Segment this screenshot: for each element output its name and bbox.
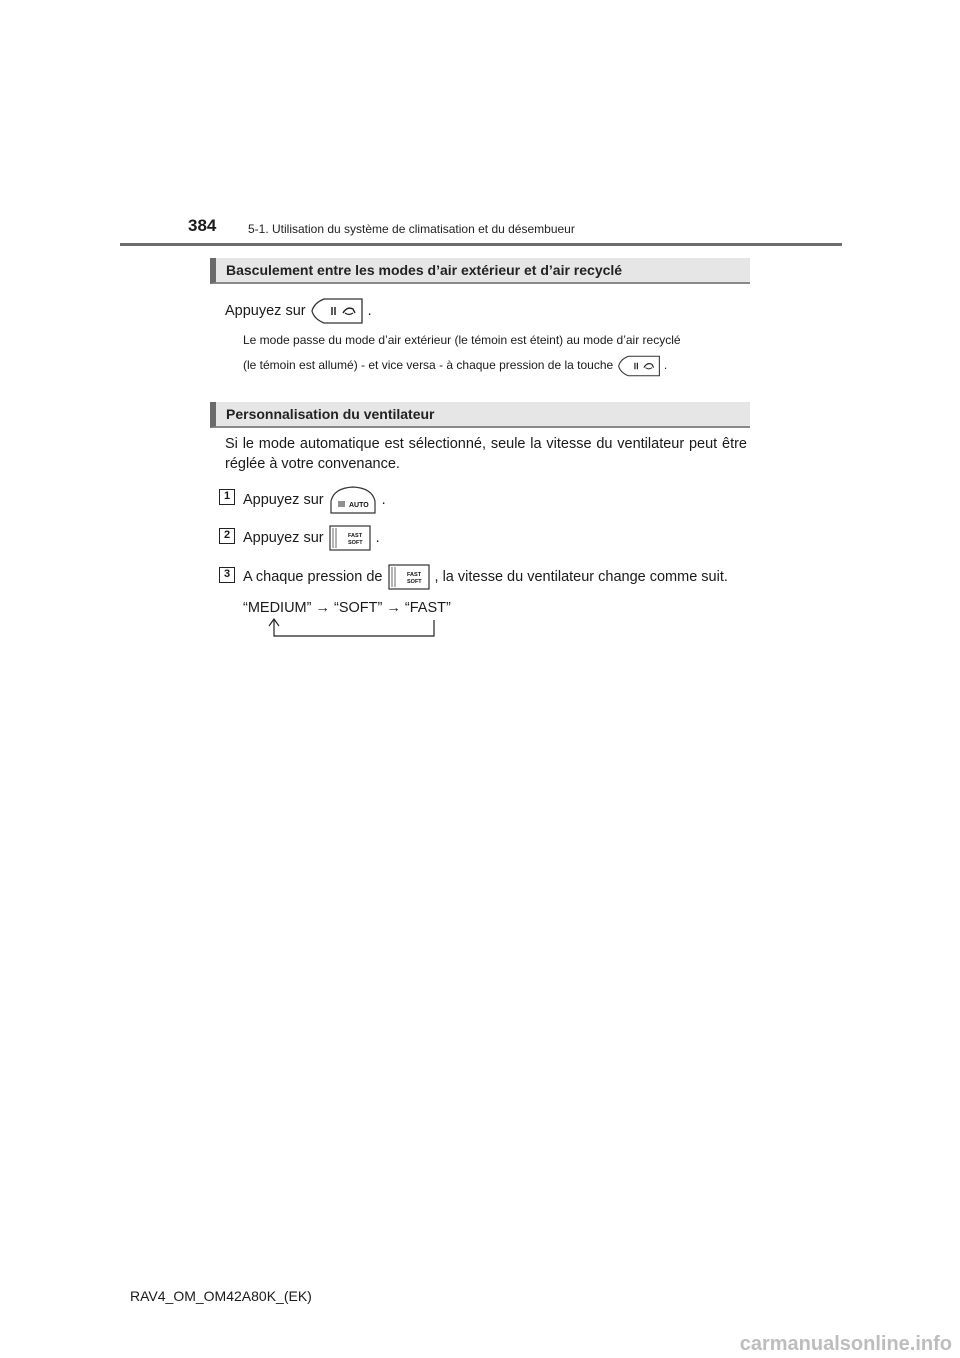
section-header: 5-1. Utilisation du système de climatisation et du désembueur xyxy=(248,222,575,236)
step-2-prefix: Appuyez sur xyxy=(243,529,324,546)
recirculation-button-icon xyxy=(310,297,364,325)
note-line-2 xyxy=(243,354,667,378)
cycle-fast: “FAST” xyxy=(404,600,451,616)
fan-button-label-bottom-2: SOFT xyxy=(406,579,422,585)
fan-intro-paragraph: Si le mode automatique est sélectionné, seule la vitesse du ventilateur peut être réglée à votre convenance. xyxy=(225,436,747,472)
press-suffix: . xyxy=(367,302,372,319)
cycle-soft: “SOFT” xyxy=(334,600,383,616)
cycle-medium: “MEDIUM” xyxy=(243,600,312,616)
step-number-2: 2 xyxy=(219,528,235,544)
step-2-text xyxy=(243,524,380,552)
step-number-1: 1 xyxy=(219,489,235,505)
step-number-3: 3 xyxy=(219,567,235,583)
header-rule xyxy=(120,243,842,246)
press-instruction-recirc xyxy=(225,297,372,325)
recirculation-button-icon-small xyxy=(617,354,661,378)
cycle-arrow-2: → xyxy=(386,600,401,616)
fan-button-label-top: FAST xyxy=(347,533,362,539)
step-3-suffix: , la vitesse du ventilateur change comme suit. xyxy=(434,568,728,585)
page-number: 384 xyxy=(188,216,217,235)
step-3-prefix: A chaque pression de xyxy=(243,568,383,585)
press-prefix: Appuyez sur xyxy=(225,302,306,319)
note-line-1: Le mode passe du mode d’air extérieur (le témoin est éteint) au mode d’air recyclé xyxy=(243,333,681,347)
fan-speed-button-icon-2 xyxy=(387,563,431,591)
step-1-prefix: Appuyez sur xyxy=(243,491,324,508)
auto-button-icon xyxy=(328,485,378,515)
watermark: carmanualsonline.info xyxy=(739,1333,952,1355)
note-line-2-text: (le témoin est allumé) - et vice versa - à chaque pression de la touche xyxy=(243,358,614,373)
note-line-2-suffix: . xyxy=(663,358,668,373)
auto-button-label: AUTO xyxy=(348,502,369,509)
step-1-text xyxy=(243,485,386,515)
footer-code: RAV4_OM_OM42A80K_(EK) xyxy=(130,1288,312,1304)
step-1-suffix: . xyxy=(381,491,386,508)
cycle-arrow-1: → xyxy=(315,600,330,616)
fan-button-label-top-2: FAST xyxy=(406,572,421,578)
step-3-text xyxy=(243,563,728,591)
section-heading-air-mode: Basculement entre les modes d’air extérieur et d’air recyclé xyxy=(210,258,750,284)
step-2-suffix: . xyxy=(375,529,380,546)
section-heading-fan: Personnalisation du ventilateur xyxy=(210,402,750,428)
cycle-return-arrow xyxy=(260,614,440,640)
fan-button-label-bottom: SOFT xyxy=(347,540,363,546)
fan-speed-button-icon xyxy=(328,524,372,552)
